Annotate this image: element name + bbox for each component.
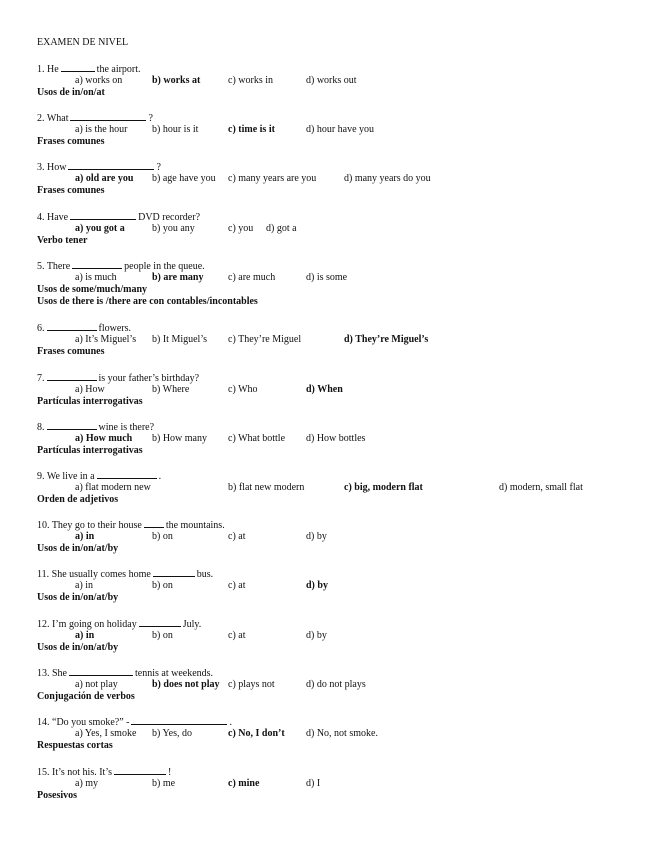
answer-option: c) at xyxy=(228,580,246,591)
answer-option: b) Where xyxy=(152,384,190,395)
grammar-category: Usos de some/much/many xyxy=(37,284,148,295)
answer-blank xyxy=(139,618,181,627)
question-8 xyxy=(37,421,637,457)
answer-option: b) on xyxy=(152,630,173,641)
grammar-category: Respuestas cortas xyxy=(37,740,113,751)
answer-option-correct: b) are many xyxy=(152,272,204,283)
question-text xyxy=(37,421,637,433)
answer-option-correct: a) in xyxy=(75,630,95,641)
question-text xyxy=(37,519,637,531)
question-text xyxy=(37,766,637,778)
answer-option: c) They’re Miguel xyxy=(228,334,302,345)
grammar-category: Frases comunes xyxy=(37,136,105,147)
answer-option: d) do not plays xyxy=(306,679,366,690)
answer-blank xyxy=(131,716,227,725)
answer-options xyxy=(37,728,637,740)
question-text xyxy=(37,211,637,223)
answer-option: d) got a xyxy=(266,223,297,234)
answer-options xyxy=(37,124,637,136)
question-text xyxy=(37,667,637,679)
question-prefix: 9. We live in a xyxy=(37,471,95,482)
answer-option: c) plays not xyxy=(228,679,275,690)
answer-option: d) works out xyxy=(306,75,357,86)
answer-options xyxy=(37,173,637,185)
answer-options xyxy=(37,482,637,494)
answer-blank xyxy=(153,568,195,577)
grammar-category: Usos de there is /there are con contables/incontables xyxy=(37,296,258,307)
question-11 xyxy=(37,568,637,604)
question-prefix: 13. She xyxy=(37,668,67,679)
answer-options xyxy=(37,384,637,396)
answer-options xyxy=(37,778,637,790)
answer-blank xyxy=(69,667,133,676)
grammar-category: Partículas interrogativas xyxy=(37,396,143,407)
question-text xyxy=(37,161,637,173)
answer-option: c) works in xyxy=(228,75,273,86)
question-prefix: 8. xyxy=(37,422,45,433)
answer-options xyxy=(37,679,637,691)
question-suffix: is your father’s birthday? xyxy=(98,373,200,384)
answer-option-correct: d) They’re Miguel’s xyxy=(344,334,429,345)
question-prefix: 5. There xyxy=(37,261,71,272)
answer-options xyxy=(37,531,637,543)
answer-option: d) modern, small flat xyxy=(499,482,583,493)
answer-option-correct: c) big, modern flat xyxy=(344,482,423,493)
question-9 xyxy=(37,470,637,506)
answer-option: d) many years do you xyxy=(344,173,431,184)
question-13 xyxy=(37,667,637,703)
answer-blank xyxy=(70,211,136,220)
answer-option-correct: c) No, I don’t xyxy=(228,728,285,739)
question-3 xyxy=(37,161,637,197)
question-suffix: July. xyxy=(182,619,202,630)
question-text xyxy=(37,112,637,124)
question-suffix: . xyxy=(158,471,162,482)
answer-option: d) No, not smoke. xyxy=(306,728,378,739)
question-suffix: tennis at weekends. xyxy=(135,668,214,679)
answer-blank xyxy=(114,766,166,775)
question-10 xyxy=(37,519,637,555)
answer-option: b) me xyxy=(152,778,176,789)
grammar-category: Partículas interrogativas xyxy=(37,445,143,456)
question-text xyxy=(37,322,637,334)
grammar-category: Posesivos xyxy=(37,790,77,801)
answer-option: b) hour is it xyxy=(152,124,199,135)
question-suffix: bus. xyxy=(196,569,214,580)
answer-option-correct: a) How much xyxy=(75,433,133,444)
answer-blank xyxy=(70,112,146,121)
answer-options xyxy=(37,580,637,592)
answer-option: a) my xyxy=(75,778,99,789)
question-suffix: ? xyxy=(148,113,153,124)
question-text xyxy=(37,372,637,384)
answer-option: b) age have you xyxy=(152,173,216,184)
answer-option-correct: c) time is it xyxy=(228,124,275,135)
answer-option-correct: b) works at xyxy=(152,75,201,86)
answer-blank xyxy=(144,519,164,528)
answer-option: b) on xyxy=(152,580,173,591)
question-text xyxy=(37,63,637,75)
question-prefix: 15. It’s not his. It’s xyxy=(37,767,113,778)
question-5 xyxy=(37,260,637,308)
answer-blank xyxy=(68,161,154,170)
answer-option: c) at xyxy=(228,630,246,641)
answer-option: b) Yes, do xyxy=(152,728,193,739)
question-4 xyxy=(37,211,637,247)
question-text xyxy=(37,260,637,272)
answer-blank xyxy=(61,63,95,72)
answer-option-correct: a) old are you xyxy=(75,173,134,184)
page-title: EXAMEN DE NIVEL xyxy=(37,37,129,48)
question-suffix: the mountains. xyxy=(165,520,225,531)
question-prefix: 14. “Do you smoke?” - xyxy=(37,717,130,728)
answer-option: a) Yes, I smoke xyxy=(75,728,137,739)
answer-option-correct: d) by xyxy=(306,580,328,591)
answer-option-correct: b) does not play xyxy=(152,679,220,690)
question-prefix: 12. I’m going on holiday xyxy=(37,619,137,630)
answer-option: c) you xyxy=(228,223,254,234)
grammar-category: Orden de adjetivos xyxy=(37,494,119,505)
question-suffix: flowers. xyxy=(98,323,131,334)
question-text xyxy=(37,716,637,728)
answer-option: c) are much xyxy=(228,272,276,283)
answer-option: c) What bottle xyxy=(228,433,286,444)
question-suffix: DVD recorder? xyxy=(138,212,201,223)
grammar-category: Usos de in/on/at xyxy=(37,87,105,98)
question-15 xyxy=(37,766,637,802)
answer-option: b) How many xyxy=(152,433,207,444)
answer-options xyxy=(37,334,637,346)
question-prefix: 2. What xyxy=(37,113,69,124)
question-text xyxy=(37,618,637,630)
question-suffix: people in the queue. xyxy=(124,261,205,272)
grammar-category: Usos de in/on/at/by xyxy=(37,543,119,554)
question-prefix: 1. He xyxy=(37,64,59,75)
question-6 xyxy=(37,322,637,358)
question-1 xyxy=(37,63,637,99)
answer-option: c) Who xyxy=(228,384,258,395)
answer-option: c) many years are you xyxy=(228,173,317,184)
answer-option: a) not play xyxy=(75,679,118,690)
answer-option: a) is much xyxy=(75,272,117,283)
answer-option: a) flat modern new xyxy=(75,482,151,493)
grammar-category: Usos de in/on/at/by xyxy=(37,642,119,653)
answer-option: d) hour have you xyxy=(306,124,375,135)
question-prefix: 10. They go to their house xyxy=(37,520,142,531)
question-suffix: . xyxy=(229,717,232,728)
answer-option: d) I xyxy=(306,778,321,789)
answer-option: a) in xyxy=(75,580,94,591)
question-suffix: ? xyxy=(156,162,161,173)
question-12 xyxy=(37,618,637,654)
answer-options xyxy=(37,75,637,87)
question-prefix: 3. How xyxy=(37,162,67,173)
question-14 xyxy=(37,716,637,752)
question-prefix: 11. She usually comes home xyxy=(37,569,151,580)
answer-blank xyxy=(47,322,97,331)
question-prefix: 4. Have xyxy=(37,212,69,223)
answer-option: d) How bottles xyxy=(306,433,366,444)
question-7 xyxy=(37,372,637,408)
answer-blank xyxy=(72,260,122,269)
answer-option: d) by xyxy=(306,531,327,542)
answer-options xyxy=(37,223,637,235)
question-2 xyxy=(37,112,637,148)
answer-option-correct: a) you got a xyxy=(75,223,125,234)
answer-blank xyxy=(97,470,157,479)
answer-option: d) is some xyxy=(306,272,348,283)
answer-option: b) flat new modern xyxy=(228,482,305,493)
grammar-category: Frases comunes xyxy=(37,346,105,357)
answer-option: b) on xyxy=(152,531,173,542)
answer-option: b) It Miguel’s xyxy=(152,334,207,345)
question-text xyxy=(37,470,637,482)
answer-option-correct: d) When xyxy=(306,384,343,395)
question-suffix: ! xyxy=(168,767,172,778)
answer-option: d) by xyxy=(306,630,327,641)
answer-blank xyxy=(47,372,97,381)
answer-option-correct: c) mine xyxy=(228,778,260,789)
answer-option: a) It’s Miguel’s xyxy=(75,334,137,345)
answer-option: b) you any xyxy=(152,223,195,234)
grammar-category: Verbo tener xyxy=(37,235,88,246)
answer-options xyxy=(37,433,637,445)
question-prefix: 7. xyxy=(37,373,45,384)
question-suffix: the airport. xyxy=(96,64,141,75)
grammar-category: Usos de in/on/at/by xyxy=(37,592,119,603)
answer-blank xyxy=(47,421,97,430)
answer-options xyxy=(37,630,637,642)
question-text xyxy=(37,568,637,580)
answer-option: a) How xyxy=(75,384,105,395)
answer-option-correct: a) in xyxy=(75,531,95,542)
question-suffix: wine is there? xyxy=(98,422,155,433)
answer-option: c) at xyxy=(228,531,246,542)
answer-option: a) is the hour xyxy=(75,124,128,135)
grammar-category: Frases comunes xyxy=(37,185,105,196)
answer-option: a) works on xyxy=(75,75,123,86)
question-prefix: 6. xyxy=(37,323,45,334)
answer-options xyxy=(37,272,637,284)
grammar-category: Conjugación de verbos xyxy=(37,691,135,702)
